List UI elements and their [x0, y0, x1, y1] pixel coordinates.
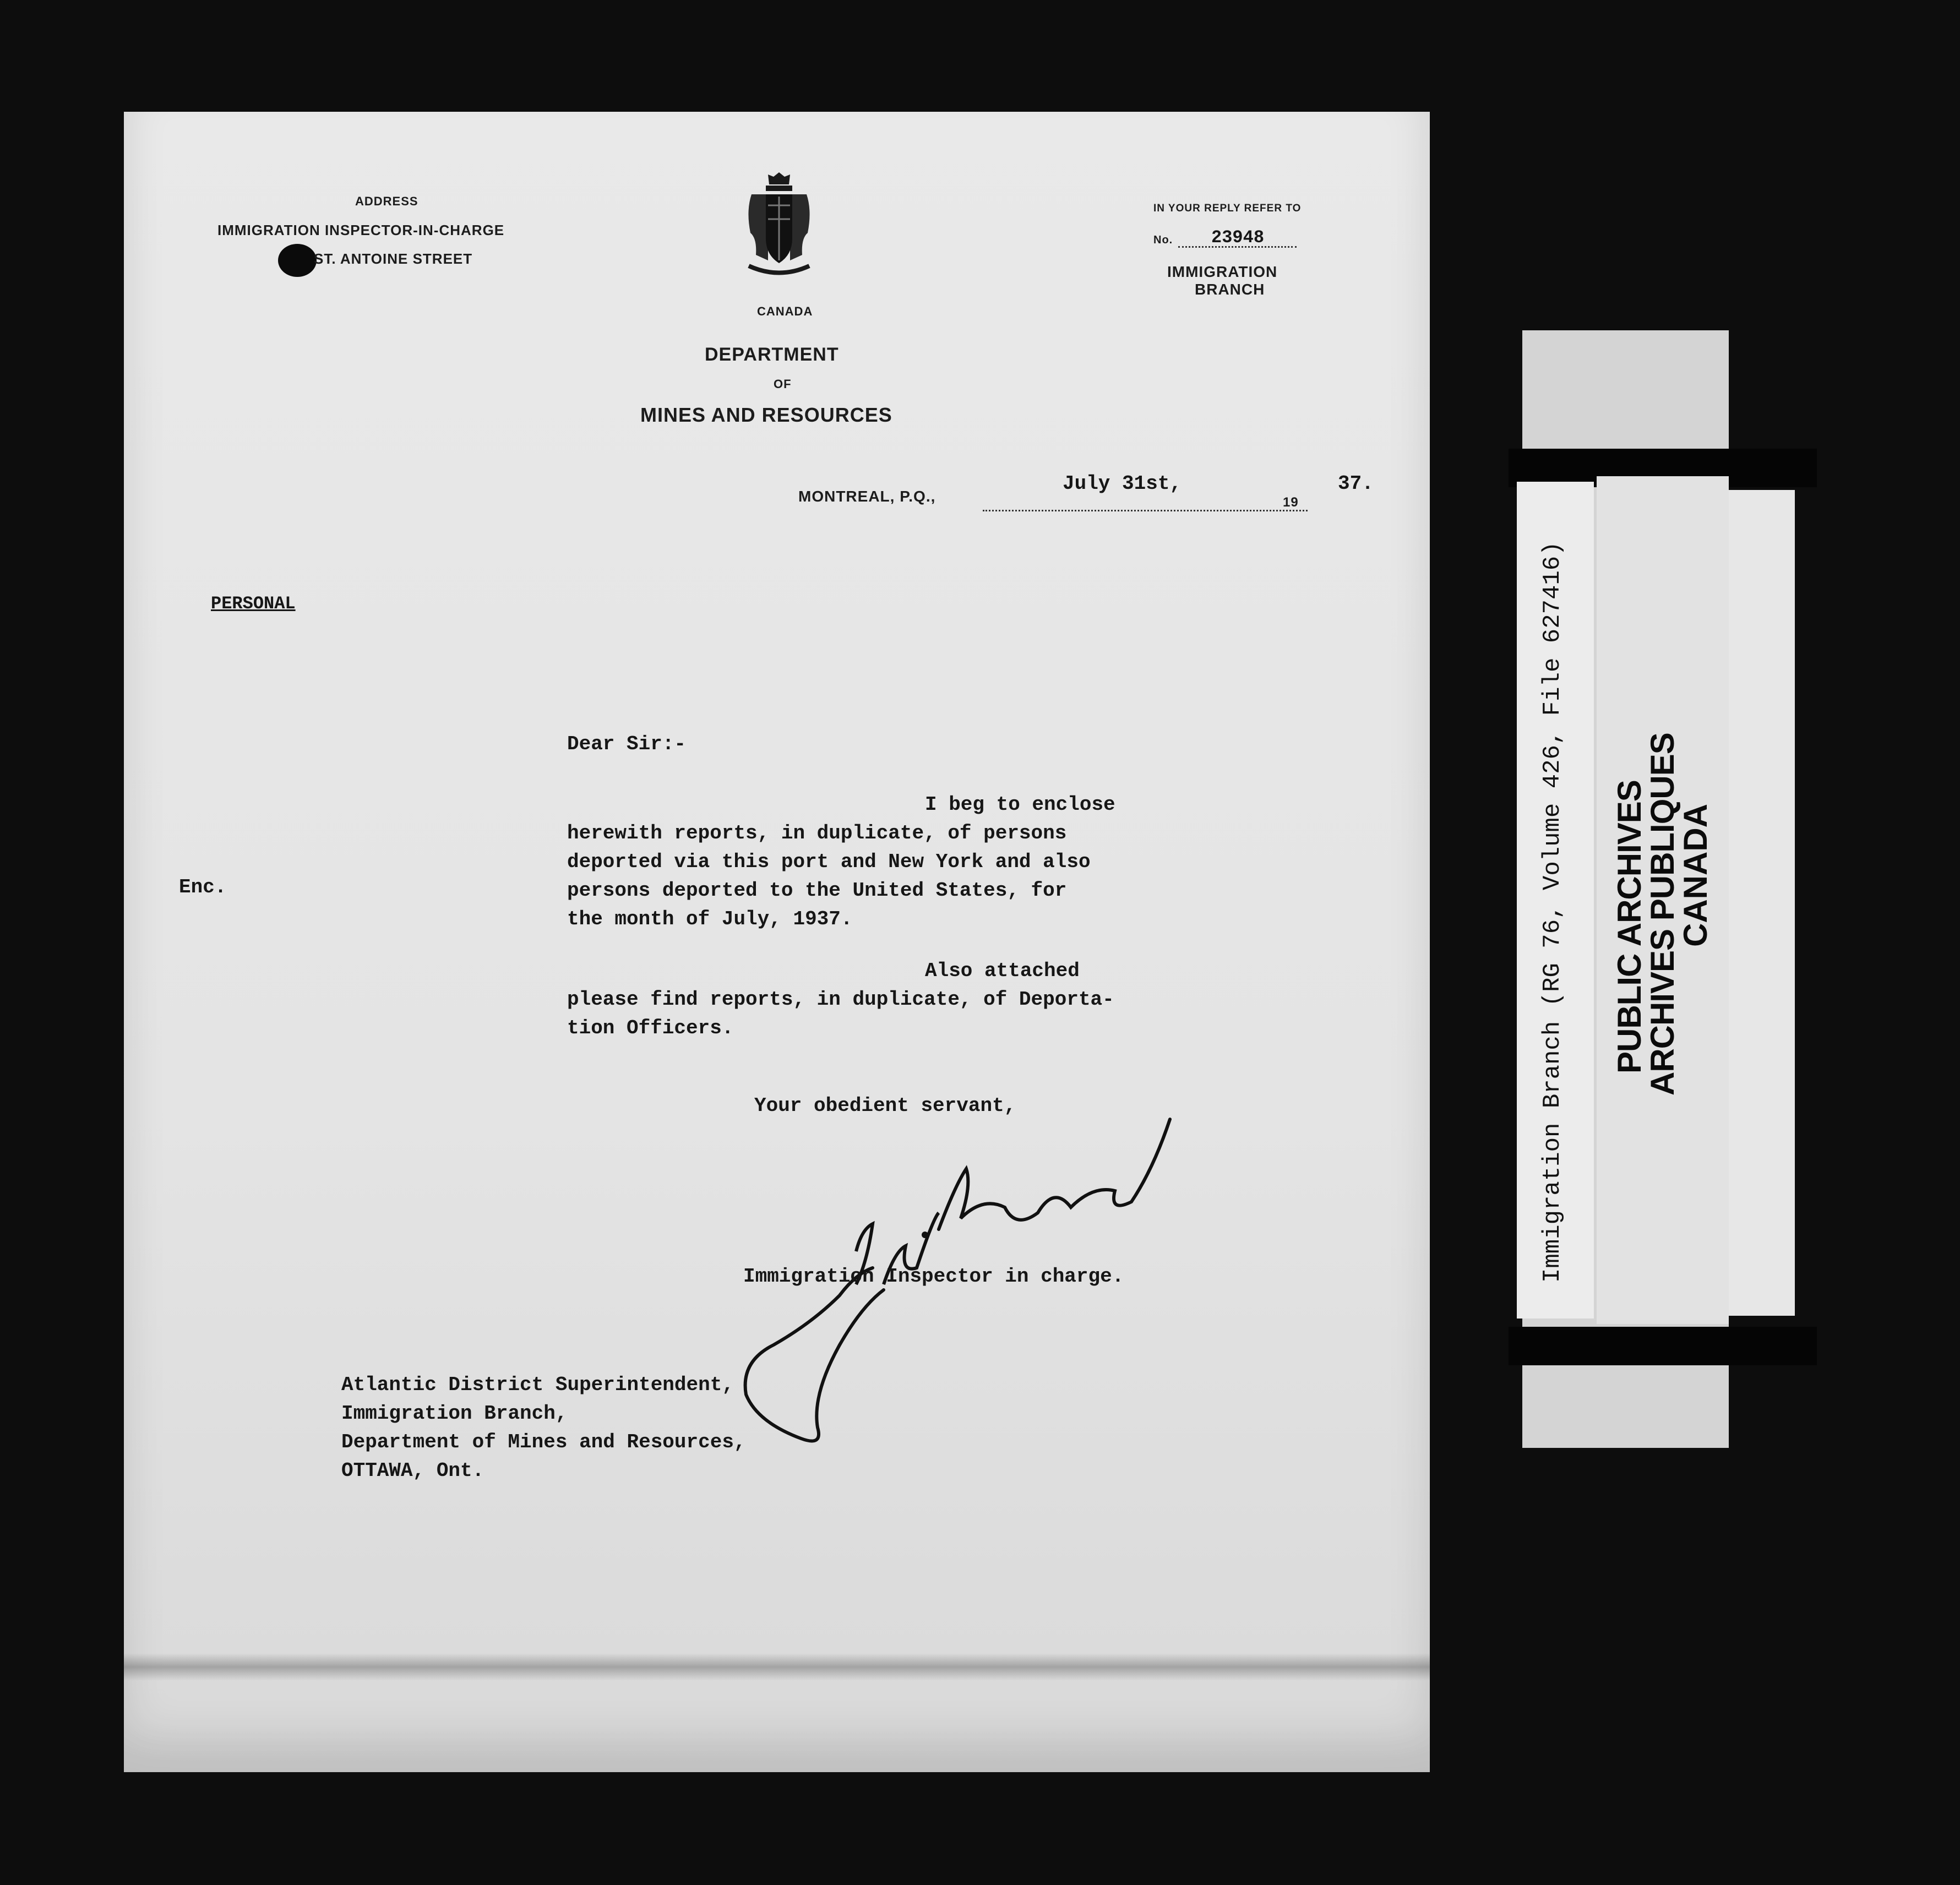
reply-number: 23948 [1211, 227, 1265, 248]
year: 37. [1338, 472, 1374, 495]
place: MONTREAL, P.Q., [798, 488, 936, 505]
archive-institution-line-1: PUBLIC ARCHIVES [1611, 780, 1648, 1074]
letter-page [124, 112, 1430, 1772]
salutation: Dear Sir:- [567, 733, 687, 755]
archive-label-right-tab [1723, 490, 1795, 1316]
recipient-line-3: Department of Mines and Resources, [341, 1431, 746, 1453]
archive-label-dark-band-lower [1509, 1327, 1817, 1365]
date-line [983, 510, 1308, 511]
reply-branch-line-2: BRANCH [1195, 281, 1265, 298]
crest-caption: CANADA [757, 304, 813, 318]
paragraph-1-line-1: I beg to enclose [925, 793, 1115, 816]
archive-institution-line-2: ARCHIVES PUBLIQUES [1644, 733, 1681, 1096]
department-line-2: OF [774, 377, 792, 391]
address-line-1: IMMIGRATION INSPECTOR-IN-CHARGE [217, 222, 505, 238]
personal-marker: PERSONAL [211, 593, 296, 614]
paragraph-1-line-4: persons deported to the United States, for [567, 879, 1067, 902]
reply-branch-line-1: IMMIGRATION [1167, 263, 1278, 280]
paper-crease [124, 1653, 1430, 1681]
paragraph-2-line-1: Also attached [925, 960, 1080, 982]
reply-no-label: No. [1153, 234, 1173, 246]
enclosure-marker: Enc. [179, 876, 227, 898]
paragraph-1-line-3: deported via this port and New York and also [567, 851, 1091, 873]
paragraph-1-line-5: the month of July, 1937. [567, 908, 853, 930]
paragraph-2-line-3: tion Officers. [567, 1017, 734, 1039]
closing: Your obedient servant, [754, 1094, 1016, 1117]
year-prefix: 19 [1283, 495, 1299, 510]
paragraph-2-line-2: please find reports, in duplicate, of Deporta- [567, 988, 1114, 1011]
reply-heading: IN YOUR REPLY REFER TO [1153, 203, 1302, 214]
date: July 31st, [1063, 472, 1182, 495]
address-heading: ADDRESS [355, 194, 418, 208]
ink-blot [278, 244, 317, 277]
coat-of-arms-icon [741, 172, 818, 282]
recipient-line-4: OTTAWA, Ont. [341, 1459, 484, 1482]
paragraph-1-line-2: herewith reports, in duplicate, of persons [567, 822, 1067, 845]
archive-reference: Immigration Branch (RG 76, Volume 426, File 627416) [1539, 541, 1566, 1283]
signature-title: Immigration Inspector in charge. [743, 1265, 1124, 1288]
department-line-3: MINES AND RESOURCES [640, 404, 892, 426]
archive-institution-line-3: CANADA [1677, 804, 1714, 947]
address-line-2: ST. ANTOINE STREET [314, 250, 473, 267]
recipient-line-2: Immigration Branch, [341, 1402, 568, 1425]
department-line-1: DEPARTMENT [705, 344, 839, 365]
recipient-line-1: Atlantic District Superintendent, [341, 1374, 734, 1396]
